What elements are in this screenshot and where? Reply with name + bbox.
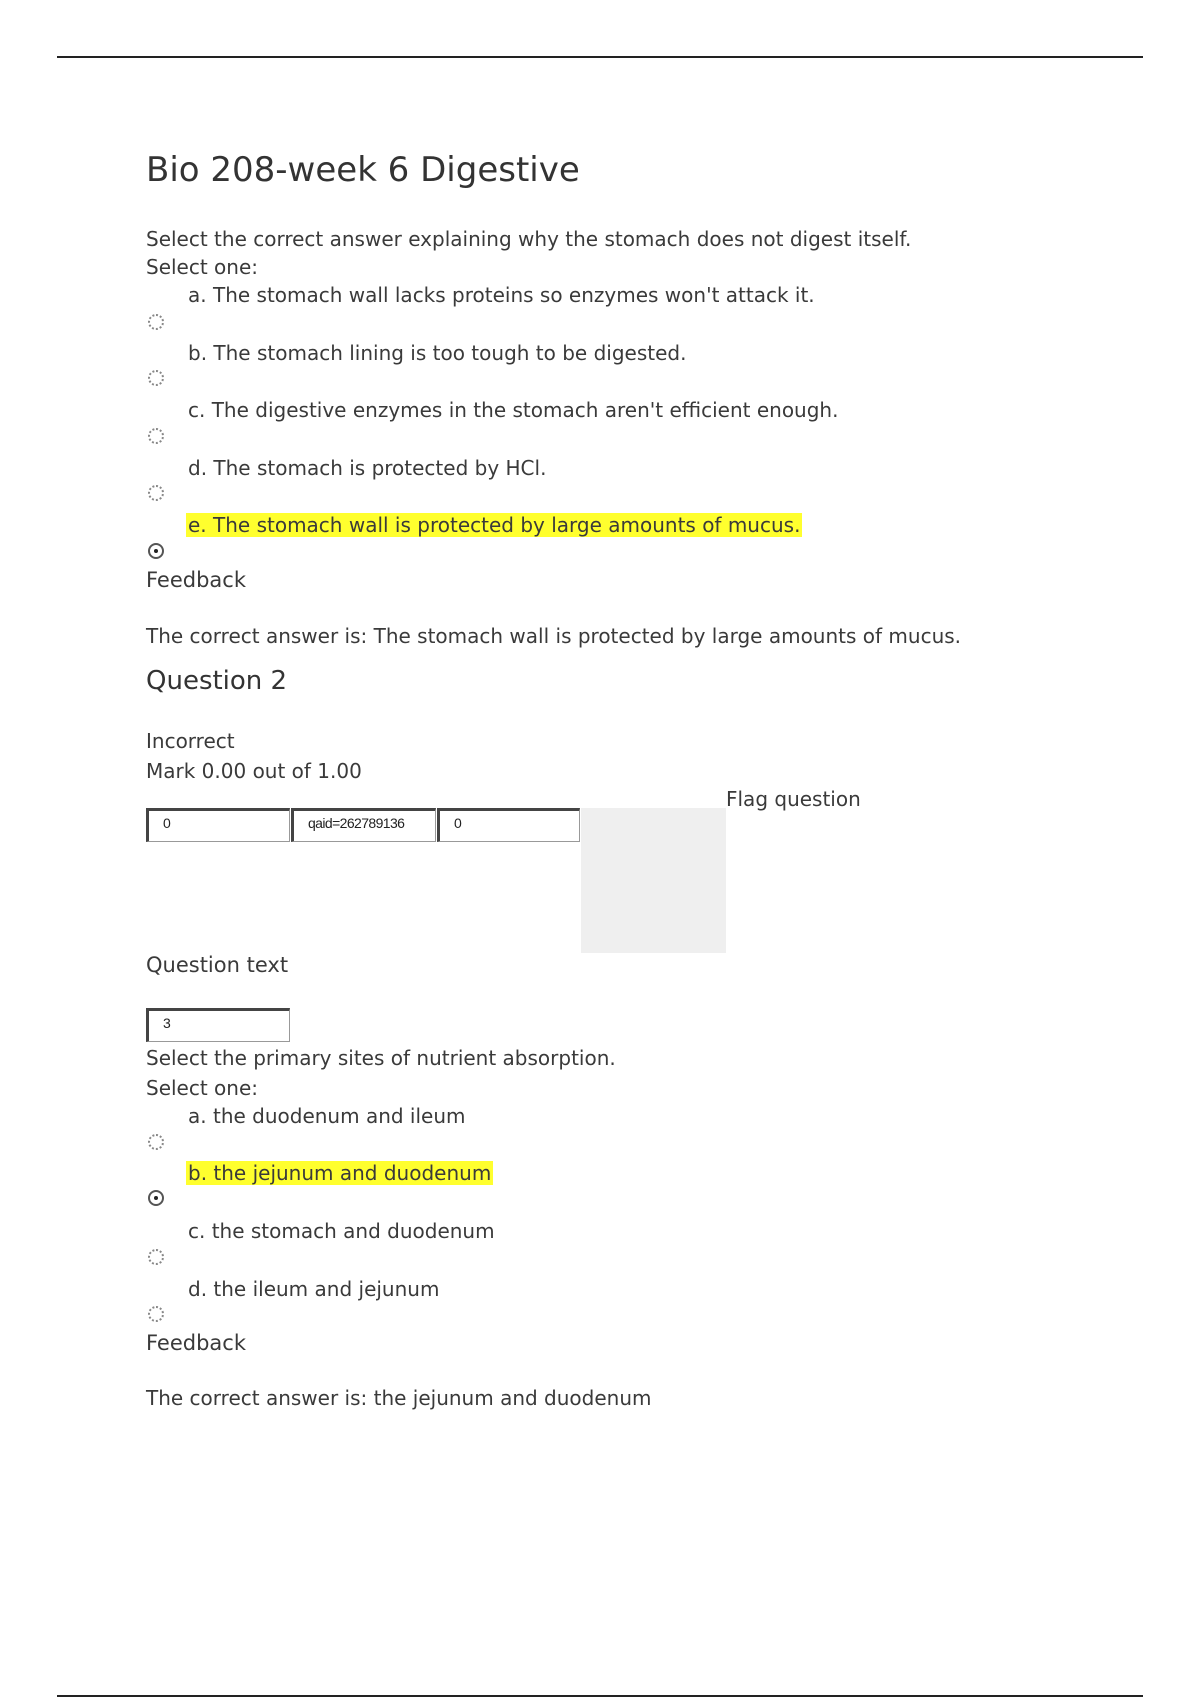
q2-feedback-text: The correct answer is: the jejunum and duodenum bbox=[146, 1386, 652, 1410]
q2-option-d-radio[interactable] bbox=[148, 1306, 164, 1322]
q2-option-b-label[interactable]: b. the jejunum and duodenum bbox=[188, 1161, 492, 1185]
q2-option-a-label[interactable]: a. the duodenum and ileum bbox=[188, 1104, 466, 1128]
question-text-heading: Question text bbox=[146, 953, 289, 977]
q1-option-c-label[interactable]: c. The digestive enzymes in the stomach aren't efficient enough. bbox=[188, 398, 839, 422]
q1-option-b-label[interactable]: b. The stomach lining is too tough to be digested. bbox=[188, 341, 687, 365]
q2-option-c-label[interactable]: c. the stomach and duodenum bbox=[188, 1219, 495, 1243]
q2-option-b-radio[interactable] bbox=[148, 1190, 164, 1206]
hidden-field-1[interactable]: 0 bbox=[146, 808, 290, 842]
q2-option-c-radio[interactable] bbox=[148, 1249, 164, 1265]
flag-question-link[interactable]: Flag question bbox=[726, 787, 861, 811]
q1-option-d-radio[interactable] bbox=[148, 485, 164, 501]
q2-option-d-label[interactable]: d. the ileum and jejunum bbox=[188, 1277, 440, 1301]
q1-feedback-heading: Feedback bbox=[146, 568, 247, 592]
q1-option-a-label[interactable]: a. The stomach wall lacks proteins so enzymes won't attack it. bbox=[188, 283, 815, 307]
top-divider bbox=[57, 56, 1143, 58]
hidden-field-qaid[interactable]: qaid=262789136 bbox=[291, 808, 436, 842]
question-2-status: Incorrect bbox=[146, 729, 235, 753]
q1-option-e-radio[interactable] bbox=[148, 543, 164, 559]
question-2-select-one: Select one: bbox=[146, 1076, 259, 1100]
q1-option-a-radio[interactable] bbox=[148, 314, 164, 330]
q1-feedback-text: The correct answer is: The stomach wall is protected by large amounts of mucus. bbox=[146, 624, 962, 648]
q1-option-e-label[interactable]: e. The stomach wall is protected by large amounts of mucus. bbox=[188, 513, 801, 537]
q1-option-b-radio[interactable] bbox=[148, 370, 164, 386]
q1-option-d-label[interactable]: d. The stomach is protected by HCl. bbox=[188, 456, 547, 480]
question-1-text: Select the correct answer explaining why the stomach does not digest itself. bbox=[146, 227, 912, 251]
page-title: Bio 208-week 6 Digestive bbox=[146, 150, 580, 190]
question-number-field[interactable]: 3 bbox=[146, 1008, 290, 1042]
question-2-mark: Mark 0.00 out of 1.00 bbox=[146, 759, 362, 783]
question-2-text: Select the primary sites of nutrient absorption. bbox=[146, 1046, 616, 1070]
q1-option-c-radio[interactable] bbox=[148, 428, 164, 444]
q2-feedback-heading: Feedback bbox=[146, 1331, 247, 1355]
question-1-select-one: Select one: bbox=[146, 255, 259, 279]
hidden-field-2[interactable]: 0 bbox=[437, 808, 580, 842]
q2-option-a-radio[interactable] bbox=[148, 1134, 164, 1150]
flag-image-placeholder bbox=[581, 808, 726, 953]
bottom-divider bbox=[57, 1695, 1143, 1697]
question-2-heading: Question 2 bbox=[146, 666, 288, 696]
